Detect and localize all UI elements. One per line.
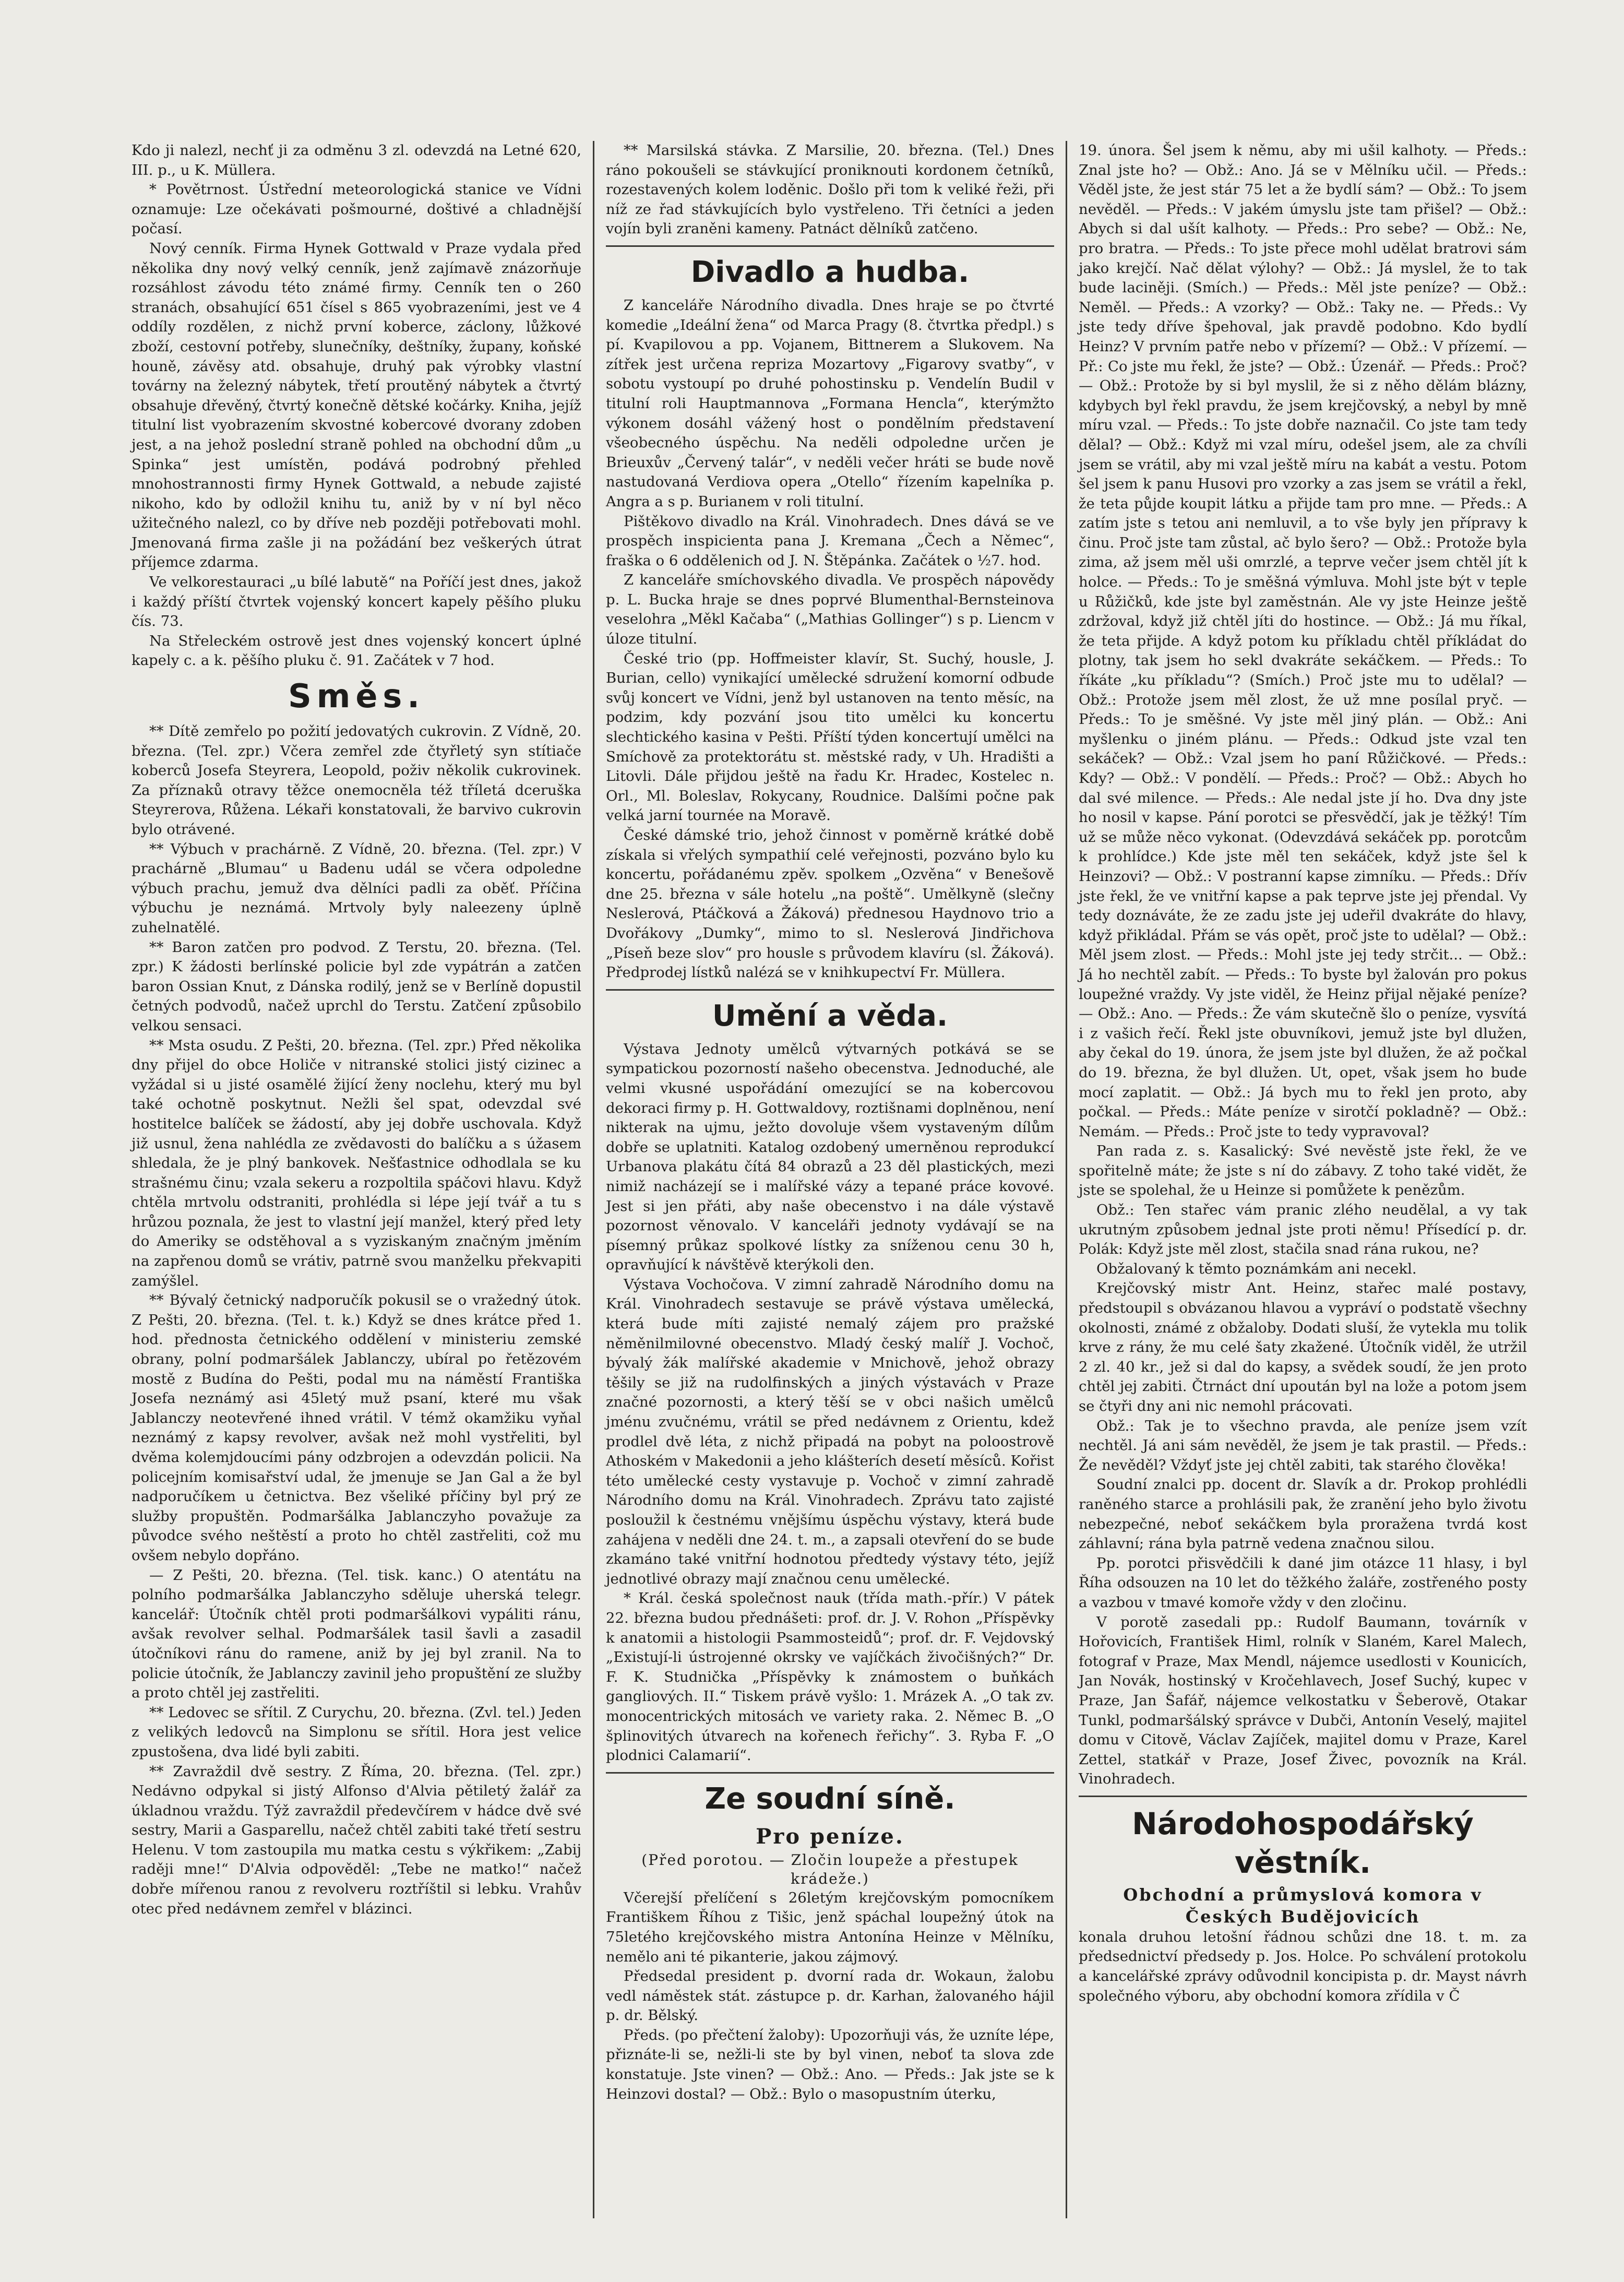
article-restaurant-concert: Ve velkorestauraci „u bílé labutě“ na Poříčí jest dnes, jakož i každý příští čtvrtek vojenský koncert kapely pěšího pluku čís. 73. — [132, 574, 581, 630]
article-court-verdict: Pp. porotci přisvědčili k dané jim otázce 11 hlasy, i byl Říha odsouzen na 10 let do těžkého žaláře, zostřeného posty a vazbou v tmavé komoře vždy v den zločinu. — [1079, 1554, 1527, 1611]
section-heading-economics: Národohospodářský věstník. — [1132, 1805, 1474, 1880]
article-royal-society: * Král. česká společnost nauk (třída math.-přír.) V pátek 22. března budou přednášeti: prof. dr. J. V. Rohon „Příspěvky k anatomii a histologii Psammosteidů“; prof. dr. F. Vejdovský „Existují-li ústrojenné okrsky ve vajíčkách živočišných?“ Dr. F. K. Studnička „Příspěvky k známostem o buňkách gangliových. II.“ Tiskem právě vyšlo: 1. Mrázek A. „O tak zv. monocentrických mitosách ve variety raka. 2. Němec B. „O šplinovitých útvarech na kořenech řeřichy“. 3. Ryba F. „O plodnici Calamarií“. — [606, 1590, 1054, 1764]
article-lost-item: Kdo ji nalezl, nechť ji za odměnu 3 zl. odevzdá na Letné 620, III. p., u K. Müllera. — [132, 142, 581, 179]
article-court-silence: Obžalovaný k těmto poznámkám ani necekl. — [1096, 1260, 1417, 1277]
divider — [606, 989, 1054, 991]
article-ladies-trio: České dámské trio, jehož činnost v poměrně krátké době získala si vřelých sympathií celé veřejnosti, pozváno bylo ku koncertu, pořádanému zpěv. spolkem „Ozvěna“ v Benešově dne 25. března v sále hotelu „na poště“. Umělkyně (slečny Neslerová, Ptáčková a Žáková) přednesou Haydnovo trio a Dvořákovy „Dumky“, mimo to sl. Neslerová Jindřichova „Píseň beze slov“ pro housle s průvodem klavíru (sl. Žáková). Předprodej lístků nalézá se v knihkupectví Fr. Müllera. — [606, 827, 1054, 981]
article-baron-arrested: ** Baron zatčen pro podvod. Z Terstu, 20. března. (Tel. zpr.) K žádosti berlínské policie byl zde vypátrán a zatčen baron Ossian Knut, z Dánska rodilý, jenž se v Berlíně dopustil četných podvodů, načež uprchl do Terstu. Zatčení způsobilo velkou sensaci. — [132, 938, 581, 1034]
article-smichov-theatre: Z kanceláře smíchovského divadla. Ve prospěch nápovědy p. L. Bucka hraje se dnes poprvé Blumenthal-Bernsteinova veselohra „Měkl Kačaba“ („Mathias Gollinger“) s p. Liencm v úloze titulní. — [606, 572, 1054, 648]
article-fate-revenge: ** Msta osudu. Z Pešti, 20. března. (Tel. zpr.) Před několika dny přijel do obce Holiče v nitranské stolici jistý cizinec a vyžádal si u jisté osamělé žijící ženy noclehu, který mu byl také ochotně poskytnut. Nežli šel spat, odevzdal své hostitelce balíček se žádostí, aby jej dobře uschovala. Když již usnul, žena nahlédla ze zvědavosti do balíčku a s úžasem shledala, že je plný bankovek. Nešťastnice odhodlala se ku strašnému činu; vzala sekeru a rozpoltila spáčovi hlavu. Když chtěla mrtvolu odstraniti, prohlédla si lépe její tvář a tu s hrůzou poznala, že jest to vlastní její manžel, který před lety do Ameriky se odstěhoval a s vyziskaným značným jměním na zapřenou domů se vrátiv, patrně svou manželku překvapiti zamýšlel. — [132, 1037, 581, 1289]
article-national-theatre: Z kanceláře Národního divadla. Dnes hraje se po čtvrté komedie „Ideální žena“ od Marca Pragy (8. čtvrtka předpl.) s pí. Kvapilovou a pp. Vojanem, Bittnerem a Slukovem. Na zítřek jest určena repriza Mozartovy „Figarovy svatby“, v sobotu vystoupí po druhé pohostinsku p. Vendelín Budil v titulní roli Hauptmannova „Formana Hencla“, kterýmžto výkonem dosáhl vážený host o pondělním představení všeobecného úspěchu. Na neděli odpoledne určen je Brieuxův „Červený talár“, v neděli večer hráti se bude nově nastudovaná Verdiova opera „Otello“ řízením kapelníka p. Angra a s p. Burianem v roli titulní. — [606, 296, 1054, 510]
article-glacier: ** Ledovec se sřítil. Z Curychu, 20. března. (Zvl. tel.) Jeden z velikých ledovců na Simplonu se sřítil. Hora jest velice zpustošena, dva lidé byli zabiti. — [132, 1704, 581, 1760]
article-court-polak: Obž.: Ten stařec vám pranic zlého neudělal, a vy tak ukrutným způsobem jednal jste proti němu! Přísedící p. dr. Polák: Když jste měl zlost, stačila snad rána rukou, ne? — [1079, 1202, 1527, 1258]
article-court-dialog: Předs. (po přečtení žaloby): Upozorňuji vás, že uzníte lépe, přiznáte-li se, nežli-li ste by byl vinen, neboť ta slova zde konstatuje. Jste vinen? — Obž.: Ano. — Předs.: Jak jste se k Heinzovi dostal? — Obž.: Bylo o masopustním úterku, — [606, 2026, 1054, 2102]
section-heading-soud: Ze soudní síně. — [704, 1781, 956, 1816]
newspaper-page — [120, 141, 1539, 2218]
article-island-concert: Na Střeleckém ostrově jest dnes vojenský koncert úplné kapely c. a k. pěšího pluku č. 91. Začátek v 7 hod. — [132, 632, 581, 669]
article-marseille-strike: ** Marsilská stávka. Z Marsilie, 20. března. (Tel.) Dnes ráno pokoušeli se stávkující proniknouti kordonem četníků, rozestavených kolem loděnic. Došlo při tom k veliké řeži, při níž ze řad stávkujících bylo vystřeleno. Tři četníci a jeden vojín byli zraněni kameny. Patnáct dělníků zatčeno. — [606, 142, 1054, 237]
article-court-accused: Obž.: Tak je to všechno pravda, ale peníze jsem vzít nechtěl. Já ani sám nevěděl, že jsem je tak prastil. — Předs.: Že nevěděl? Vždyť jste jej chtěl zabiti, tak starého člověka! — [1079, 1417, 1527, 1473]
section-heading-umeni: Umění a věda. — [712, 999, 948, 1033]
article-exhibition-artists: Výstava Jednoty umělců výtvarných potkává se se sympatickou pozorností našeho obecenstva. Jednoduché, ale velmi vkusné uspořádání omezující se na kobercovou dekoraci firmy p. H. Gottwaldovy, roztišnami doplněnou, není nikterak na ujmu, ježto dovoluje všem vystaveným dílům dobře se uplatniti. Katalog ozdobený umerněnou reprodukcí Urbanova plakátu čítá 84 obrazů a 23 děl plastických, mezi nimiž nacházejí se i malířské vázy a tepané práce kovové. Jest si jen přáti, aby naše obecenstvo i na dále výstavě pozornost věnovalo. V kanceláři jednoty vydávají se na písemný průkaz spolkové lístky za sníženou cenu 30 h, opravňující k návštěvě kterýkoli den. — [606, 1040, 1054, 1274]
article-court-dialog-cont: 19. února. Šel jsem k němu, aby mi ušil kalhoty. — Předs.: Znal jste ho? — Obž.: Ano. Já se v Mělníku učil. — Předs.: Věděl jste, že jest stár 75 let a že bydlí sám? — Obž.: To jsem nevěděl. — Předs.: V jakém úmyslu jste tam přišel? — Obž.: Abych si dal ušít kalhoty. — Předs.: Pro sebe? — Obž.: Ne, pro bratra. — Předs.: To jste přece mohl udělat bratrovi sám jako krejčí. Nač dělat výlohy? — Obž.: Já myslel, že to tak bude laciněji. (Smích.) — Předs.: Měl jste peníze? — Obž.: Neměl. — Předs.: A vzorky? — Obž.: Taky ne. — Předs.: Vy jste tedy dříve špehoval, jak pravdě podobno. Kdo bydlí Heinz? V prvním patře nebo v přízemí? — Obž.: V přízemí. — Př.: Co jste mu řekl, že jste? — Obž.: Úzenář. — Předs.: Proč? — Obž.: Protože by si byl myslil, že si z něho dělám blázny, kdybych byl řekl pravdu, že jsem krejčovský, a nebyl by mně míru vzal. — Předs.: To jste dobře naznačil. Co jste tam tedy dělal? — Obž.: Když mi vzal míru, odešel jsem, ale za chvíli jsem se vrátil, aby mi vzal ještě míru na kabát a vestu. Potom šel jsem k panu Husovi pro vzorky a zas jsem se vrátil a řekl, že teta půjde koupit látku a přijde tam pro mne. — Předs.: A zatím jste s tetou ani nemluvil, a to vše byly jen přípravy k činu. Proč jste tam zůstal, ač bylo šero? — Obž.: Protože byla zima, až jsem měl uši omrzlé, a teprve večer jsem chtěl jít k holce. — Předs.: To je směšná výmluva. Mohl jste být v teple u Růžičků, kde jste byl zaměstnán. Ale vy jste Heinze ještě zdržoval, když již chtěl jíti do hostince. — Obž.: Já mu říkal, že teta přijde. A když potom ku příkladu chtěl příkládat do plotny, tak jsem ho sekl dvakráte sekáčkem. — Předs.: To říkáte „ku příkladu“? (Smích.) Proč jste mu to udělal? — Obž.: Protože jsem měl zlost, že už mne posílal pryč. — Předs.: To je směšné. Vy jste měl jiný plán. — Obž.: Ani myšlenku o jiném plánu. — Předs.: Odkud jste vzal ten sekáček? — Obž.: Vzal jsem ho paní Růžičkové. — Předs.: Kdy? — Obž.: V pondělí. — Předs.: Proč? — Obž.: Abych ho dal své milence. — Předs.: Ale nedal jste jí ho. Dva dny jste ho nosil v kapse. Pání porotci se přesvědčí, jak je těžký! Tím už se může něco vykonat. (Odevzdává sekáček pp. porotcům k prohlídce.) Kde jste měl ten sekáček, když jste šel k Heinzovi? — Obž.: V postranní kapse zimníku. — Předs.: Dřív jste řekl, že ve vnitřní kapse a pak teprve jste jej přendal. Vy tedy doznáváte, že ze zadu jste jej udeřil dvakráte do hlavy, když přikládal. Přám se vás opět, proč jste to udělal? — Obž.: Měl jsem zlost. — Předs.: Mohl jste jej tedy strčit... — Obž.: Já ho nechtěl zabít. — Předs.: To byste byl žalován pro pokus loupežné vraždy. Vy jste viděl, že Heinz přijal nějaké peníze? — Obž.: Ano. — Předs.: Že vám skutečně šlo o peníze, vysvítá i z vašich řečí. Řekl jste obuvníkovi, jemuž jste byl dlužen, aby čekal do 19. února, že jsem jste byl dlužen, že až počkal do 19. března, že byl dlužen. Ut, opet, však jsem ho bude mocí zaplatit. — Obž.: Já bych mu to řekl jen proto, aby počkal. — Předs.: Máte peníze v sirotčí pokladně? — Obž.: Nemám. — Předs.: Proč jste to tedy vypravoval? — [1079, 142, 1527, 1140]
article-weather: * Povětrnost. Ústřední meteorologická stanice ve Vídni oznamuje: Lze očekávati pošmourné, doštivé a chladnější počasí. — [132, 181, 581, 237]
article-czech-trio: České trio (pp. Hoffmeister klavír, St. Suchý, housle, J. Burian, cello) vynikající umělecké sdružení komorní odbude svůj koncert ve Vídni, jenž byl ustanoven na tento měsíc, na podzim, kdy pozvání jsou tito umělci ku koncertu slechtického kasina v Pešti. Příští týden koncertují umělci na Smíchově za protektorátu st. městské rady, v Uh. Hradišti a Litovli. Dále přijdou ještě na řadu Kr. Hradec, Kostelec n. Orl., Ml. Boleslav, Rokycany, Roudnice. Dalšími počne pak velká jarní tournée na Moravě. — [606, 650, 1054, 824]
article-court-jurors: V porotě zasedali pp.: Rudolf Baumann, továrník v Hořovicích, František Himl, rolník v Slaném, Karel Malech, fotograf v Praze, Max Mendl, nájemce usedlosti v Kounicích, Jan Novák, hostinský v Kročehlavech, Josef Suchý, kupec v Praze, Jan Šafář, nájemce velkostatku v Šeberově, Otakar Tunkl, podmaršálský správce v Dubči, Antonín Veselý, majitel domu v Citově, Václav Zajíček, majitel domu v Praze, Karel Zettel, statkář v Praze, Josef Živec, povozník na Král. Vinohradech. — [1079, 1613, 1527, 1788]
column-2 — [593, 141, 1066, 2218]
article-powder-explosion: ** Výbuch v prachárně. Z Vídně, 20. března. (Tel. zpr.) V prachárně „Blumau“ u Badenu udál se včera odpoledne výbuch prachu, jemuž dva dělníci padli za oběť. Příčina výbuchu je neznámá. Mrtvoly byly naleezeny úplně zuhelnatělé. — [132, 840, 581, 936]
article-murdered-sisters: ** Zavraždil dvě sestry. Z Říma, 20. března. (Tel. zpr.) Nedávno odpykal si jistý Alfonso d'Alvia pětiletý žalář za úkladnou vraždu. Týž zavraždil předevčírem v hádce dvě své sestry, Marii a Gasparellu, načež chtěl zabiti také třetí sestru Helenu. V tom zastoupila mu matka cestu s výkřikem: „Zabij raději mne!“ D'Alvia odpověděl: „Tebe ne matko!“ načež dobře mířenou ranou z revolveru roztříštil si lebku. Vrahův otec před nedávnem zemřel v blázinci. — [132, 1763, 581, 1917]
article-court-heinz: Krejčovský mistr Ant. Heinz, stařec malé postavy, předstoupil s obvázanou hlavou a vypráví o podstatě všechny okolnosti, známé z obžaloby. Dodati sluší, že vytekla mu tolik krve z rány, že mu celé šaty zkažené. Útočník viděl, že utržil 2 zl. 40 kr., jež si dal do kapsy, a svědek soudí, že jen proto chtěl jej zabiti. Čtrnáct dní upoután byl na lože a potom jsem se čtyři dny ani nic nemohl prácovati. — [1079, 1280, 1527, 1415]
article-chamber: konala druhou letošní řádnou schůzi dne 18. t. m. za předsednictví předsedy p. Jos. Holce. Po schválení protokolu a kancelářské zprávy odůvodnil koncipista p. dr. Mayst návrh společného výboru, aby obchodní komora zřídila v Č — [1079, 1928, 1527, 2004]
article-court-intro: Včerejší přelíčení s 26letým krejčovským pomocníkem Františkem Říhou z Tišic, jenž spáchal loupežný útok na 75letého krejčovského mistra Antonína Heinze v Mělníku, nemělo ani té pikanterie, jakou zájmový. — [606, 1889, 1054, 1965]
article-new-catalog: Nový cenník. Firma Hynek Gottwald v Praze vydala před několika dny nový velký cenník, jenž zajímavě znázorňuje rozsáhlost závodu této známé firmy. Cenník ten o 260 stranách, obsahující 651 čísel s 865 vyobrazeními, jest ve 4 oddíly rozdělen, z nichž první koberce, záclony, lůžkové zboží, cestovní potřeby, slunečníky, deštníky, župany, koňské houně, závěsy atd. obsahuje, druhý pak výrobky vlastní továrny na železný nábytek, třetí proutěný nábytek a čtvrtý obsahuje dřevěný, čtvrtý konečně dětské kočárky. Kniha, jejíž titulní list vyobrazením skvostné kobercové dvorany zdoben jest, a na jehož poslední straně pohled na obchodní dům „u Spinka“ jest umístěn, podává podrobný přehled mnohostrannosti firmy Hynek Gottwald, a nebude zajisté nikoho, kdo by odložil knihu tu, aniž by v ní byl něco užitečného nalezl, co by dříve neb později potřebovati mohl. Jmenovaná firma zašle ji na požádání bez veškerých útrat příjemce zdarma. — [132, 240, 581, 571]
column-3 — [1066, 141, 1538, 2218]
divider — [1079, 1796, 1527, 1797]
article-poisoned-child: ** Dítě zemřelo po požití jedovatých cukrovin. Z Vídně, 20. března. (Tel. zpr.) Včera zemřel zde čtyřletý syn stítiače koberců Josefa Steyrera, Leopold, poživ několik cukrovinek. Za příznaků otravy těžce onemocněla též tříletá dceruška Steyrerova, Růžena. Lékaři konstatovali, že barvivo cukrovin bylo otrávené. — [132, 723, 581, 838]
divider — [606, 1772, 1054, 1774]
article-attack-attempt: ** Bývalý četnický nadporučík pokusil se o vražedný útok. Z Pešti, 20. března. (Tel. t. k.) Když se dnes krátce před 1. hod. přednosta četnického oddělení v ministeriu zemské obrany, polní podmaršálek Jablanczy, ubíral po řetězovém mostě z Budína do Pešti, podal mu na náměstí Františka Josefa neznámý asi 45letý muž psaní, které mu však Jablanczy neotevřené ihned vrátil. V témž okamžiku vyňal neznámý z kapsy revolver, avšak než mohl vystřeliti, byl dvěma kolemjdoucími pány odzbrojen a odevzdán policii. Na policejním komisařství udal, že jmenuje se Jan Gal a že byl nadporučíkem u četnictva. Bez všeliké příčiny byl prý ze služby propuštěn. Podmaršálka Jablanczyho považuje za původce svého neštěstí a proto ho chtěl zastřeliti, což mu ovšem nebylo dopřáno. — [132, 1292, 581, 1564]
article-court-kasalicky: Pan rada z. s. Kasalický: Své nevěstě jste řekl, že ve spořitelně máte; že jste s ní do zábavy. Z toho také vidět, že jste se spolehal, že u Heinze si pomůžete k penězům. — [1079, 1143, 1527, 1199]
article-exhibition-vochoc: Výstava Vochočova. V zimní zahradě Národního domu na Král. Vinohradech sestavuje se právě výstava umělecká, která bude míti zajisté nemalý zájem pro pražské něměnilmilovné obecenstvo. Mladý český malíř J. Vochoč, bývalý žák malířské akademie v Mnichově, jehož obrazy těšily se již na rudolfinských a jiných výstavách v Praze značné pozornosti, a který těší se v obci našich umělců jménu zvučnému, vrátil se před nedávnem z Orientu, kdež prodlel dvě léta, z nichž připadá na pobyt na poloostrově Athoském v Makedonii a jeho klášterích desetí měsíců. Kořist této umělecké cesty vystavuje p. Vochoč v zimní zahradě Národního domu na Král. Vinohradech. Zprávu tato zajisté posloužil k čestnému vnějšímu úspěchu výstavy, která bude zahájena v neděli dne 24. t. m., a zapsali otevření do se bude zkamáno také vnitřní hodnotou předtedy výstavy této, jejíž jednotlivé obrazy mají značnou cenu umělecké. — [606, 1276, 1054, 1587]
article-court-experts: Soudní znalci pp. docent dr. Slavík a dr. Prokop prohlédli raněného starce a prohlásili pak, že zranění jeho bylo životu nebezpečné, neboť sekáčkem byla proražena tvrdá kost záhlavní; rána byla patrně vedena značnou silou. — [1079, 1476, 1527, 1552]
divider — [606, 245, 1054, 247]
subheading-pro-penize: Pro peníze. — [756, 1824, 904, 1849]
section-heading-divadlo: Divadlo a hudba. — [690, 255, 970, 289]
article-court-presiding: Předsedal president p. dvorní rada dr. Wokaun, žalobu vedl náměstek stát. zástupce p. dr. Karhan, žalovaného hájil p. dr. Bělský. — [606, 1968, 1054, 2024]
article-pistek-theatre: Pištěkovo divadlo na Král. Vinohradech. Dnes dává se ve prospěch inspicienta pana J. Kremana „Čech a Němec“, fraška o 6 oddělenich od J. N. Štěpánka. Začátek o ½7. hod. — [606, 513, 1054, 569]
column-1 — [120, 141, 593, 2218]
section-heading-smes: Směs. — [288, 677, 425, 716]
court-note: (Před porotou. — Zločin loupeže a přestupek krádeže.) — [641, 1851, 1019, 1887]
subheading-chamber: Obchodní a průmyslová komora v Českých Budějovicích — [1123, 1884, 1483, 1927]
article-attack-report: — Z Pešti, 20. března. (Tel. tisk. kanc.) O atentátu na polního podmaršálka Jablanczyho sděluje uherská telegr. kancelář: Útočník chtěl proti podmaršálkovi vypáliti ránu, avšak revolver selhal. Podmaršálek tasil šavli a zasadil útočníkovi ránu do ramene, aniž by jej byl zranil. Na to policie útočník, že Jablanczy zavinil jeho propuštění ze služby a proto chtěl jej zastřeliti. — [132, 1566, 581, 1702]
